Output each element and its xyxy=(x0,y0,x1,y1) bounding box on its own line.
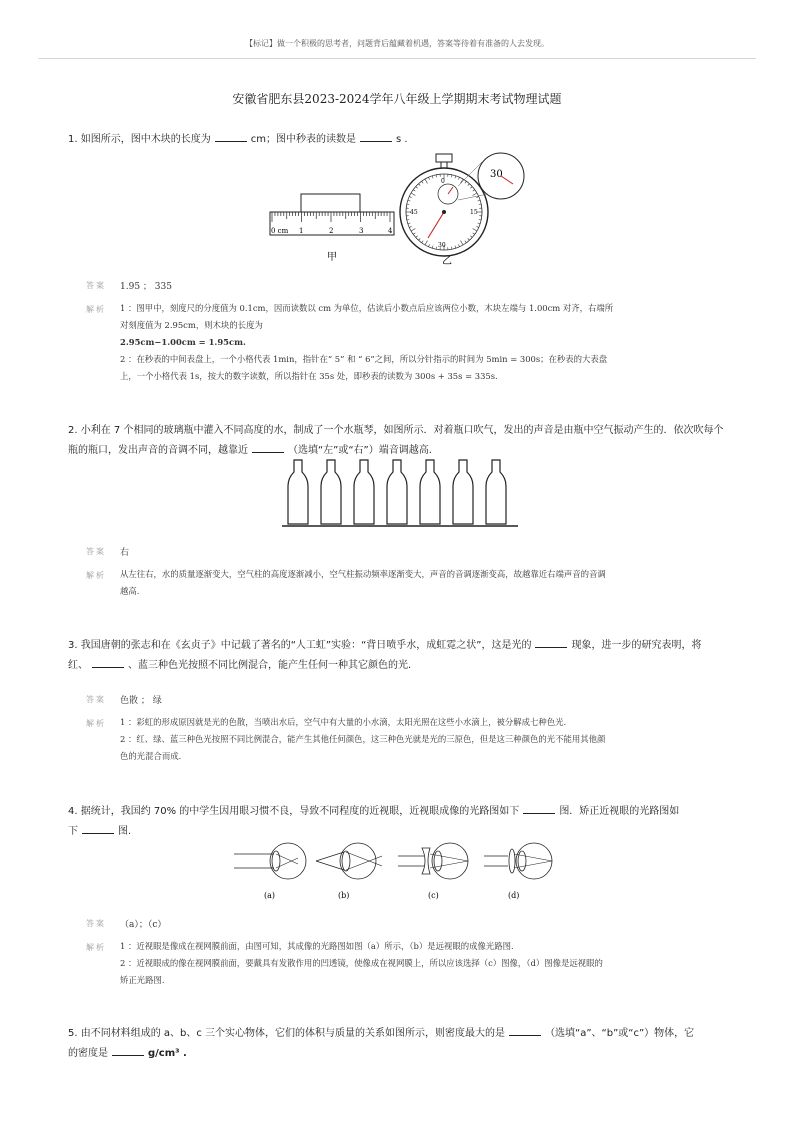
eye-label-a: (a) xyxy=(264,891,276,900)
ruler-tick-label-0: 0 cm xyxy=(271,227,289,235)
q3-text-part4: 、蓝三种色光按照不同比例混合，能产生任何一种其它颜色的光. xyxy=(128,660,412,671)
q4-text-part3: 下 xyxy=(68,826,78,837)
ruler-tick-label-2: 2 xyxy=(329,227,334,235)
eye-diagram-c xyxy=(398,843,468,900)
q3-text-part3: 红、 xyxy=(68,660,88,671)
watch-number-45: 45 xyxy=(410,209,418,216)
q1-stopwatch-figure xyxy=(398,150,528,268)
q4-line-1 xyxy=(68,802,733,822)
q5-text-part1: 5. 由不同材料组成的 a、b、c 三个实心物体，它们的体积与质量的关系如图所示，则密度最大的是 xyxy=(68,1028,506,1039)
q1-answer-tag: 答案 xyxy=(86,281,106,290)
q1-exp-line-5: 上，一个小格代表 1s，按大的数字读数，所以指针在 35s 处，即秒表的读数为 300s + 35s = 335s. xyxy=(120,371,498,381)
q1-blank-length xyxy=(215,130,247,142)
stopwatch-figure-label: 乙 xyxy=(442,256,452,267)
header-note: 【标记】做一个积极的思考者，问题背后蕴藏着机遇，答案等待着有准备的人去发现。 xyxy=(245,39,549,48)
eye-diagram-b xyxy=(316,843,382,900)
q2-answer: 右 xyxy=(120,548,130,558)
ruler-tick-label-1: 1 xyxy=(299,227,304,235)
q1-answer: 1.95 ； 335 xyxy=(120,282,172,292)
q3-line-2 xyxy=(68,656,733,676)
q3-answer: 色散 ； 绿 xyxy=(120,696,162,706)
bottle xyxy=(420,460,440,524)
q3-blank-1 xyxy=(535,636,567,648)
watch-center xyxy=(442,210,446,214)
q4-text-part4: 图. xyxy=(118,826,132,837)
header-divider xyxy=(38,58,756,59)
q1-explanation-tag: 解析 xyxy=(86,305,106,314)
q4-exp-line-1: 1 ：近视眼是像成在视网膜前面，由图可知，其成像的光路图如图（a）所示，（b）是远视眼的成像光路图. xyxy=(120,941,514,951)
q4-blank-1 xyxy=(523,802,555,814)
q1-exp-line-4: 2 ：在秒表的中间表盘上，一个小格代表 1min，指针在“ 5” 和 “ 6”之间，所以分针指示的时间为 5min = 300s；在秒表的大表盘 xyxy=(120,354,608,364)
question-1 xyxy=(68,130,733,150)
q3-text-part1: 3. 我国唐朝的张志和在《玄贞子》中记载了著名的“人工虹”实验：“背日喷乎水，成虹霓之状”，这是光的 xyxy=(68,640,532,651)
q5-text-part3: 的密度是 xyxy=(68,1048,108,1059)
question-4 xyxy=(68,802,733,842)
eye-label-c: (c) xyxy=(428,891,439,900)
q2-explanation-tag: 解析 xyxy=(86,571,106,580)
q5-line-1 xyxy=(68,1024,733,1044)
q5-text-part4: g/cm³ . xyxy=(148,1048,187,1059)
q2-line-1: 2. 小利在 7 个相同的玻璃瓶中灌入不同高度的水，制成了一个水瓶琴，如图所示．对着瓶口吹气，发出的声音是由瓶中空气振动产生的．依次吹每个 xyxy=(68,425,724,436)
bottle-row xyxy=(288,460,506,524)
watch-stem xyxy=(441,162,447,168)
ruler-tick-label-4: 4 xyxy=(388,227,393,235)
watch-number-15: 15 xyxy=(470,209,478,216)
q2-answer-tag: 答案 xyxy=(86,547,106,556)
eye-diagram-a xyxy=(234,843,306,900)
q2-exp-line-2: 越高. xyxy=(120,586,140,596)
q3-exp-line-3: 色的光混合而成. xyxy=(120,751,182,761)
q4-exp-line-2: 2 ：近视眼成的像在视网膜前面，要戴具有发散作用的凹透镜，使像成在视网膜上，所以应该选择（c）图像，（d）图像是远视眼的 xyxy=(120,958,603,968)
q5-blank-2 xyxy=(112,1044,144,1056)
q1-exp-line-2: 对刻度值为 2.95cm，则木块的长度为 xyxy=(120,320,263,330)
wood-block xyxy=(301,194,360,212)
watch-number-30: 30 xyxy=(438,242,446,249)
eye-diagram-d xyxy=(484,843,552,900)
q2-blank xyxy=(252,441,284,453)
q1-exp-line-3: 2.95cm−1.00cm = 1.95cm. xyxy=(120,337,246,347)
bottle xyxy=(387,460,407,524)
q4-blank-2 xyxy=(82,822,114,834)
bottle xyxy=(486,460,506,524)
bottle xyxy=(288,460,308,524)
bottle xyxy=(453,460,473,524)
document-title: 安徽省肥东县2023-2024学年八年级上学期期末考试物理试题 xyxy=(232,92,562,106)
question-2 xyxy=(68,421,733,461)
q2-text-part2: （选填“左”或“右”）端音调越高. xyxy=(288,445,432,456)
magnified-30: 30 xyxy=(490,169,503,180)
q4-eye-diagrams xyxy=(232,840,572,902)
q4-text-part1: 4. 据统计，我国约 70% 的中学生因用眼习惯不良，导致不同程度的近视眼，近视眼成像的光路图如下 xyxy=(68,806,520,817)
q1-exp-line-1: 1 ：图甲中，刻度尺的分度值为 0.1cm，因而读数以 cm 为单位，估读后小数点后应该两位小数，木块左端与 1.00cm 对齐，右端所 xyxy=(120,303,614,313)
q3-explanation xyxy=(120,714,720,765)
q1-blank-watch xyxy=(360,130,392,142)
q3-explanation-tag: 解析 xyxy=(86,719,106,728)
q4-line-2 xyxy=(68,822,733,842)
q2-exp-line-1: 从左往右，水的质量逐渐变大，空气柱的高度逐渐减小，空气柱振动频率逐渐变大，声音的音调逐渐变高，故越靠近右端声音的音调 xyxy=(120,569,606,579)
q2-bottles-figure xyxy=(280,458,520,530)
bottle xyxy=(354,460,374,524)
question-5 xyxy=(68,1024,733,1064)
q1-text-part2: cm；图中秒表的读数是 xyxy=(250,134,356,145)
q1-text-part3: s . xyxy=(395,134,408,145)
q3-blank-2 xyxy=(92,656,124,668)
q3-line-1 xyxy=(68,636,733,656)
q4-explanation xyxy=(120,938,720,989)
q3-answer-tag: 答案 xyxy=(86,695,106,704)
ruler-figure-label: 甲 xyxy=(327,252,337,263)
q1-text-part1: 1. 如图所示，图中木块的长度为 xyxy=(68,134,211,145)
q2-text-part1: 瓶的瓶口，发出声音的音调不同，越靠近 xyxy=(68,445,248,456)
q2-explanation xyxy=(120,566,720,600)
q3-exp-line-2: 2 ：红、绿、蓝三种色光按照不同比例混合，能产生其他任何颜色，这三种色光就是光的三原色，但是这三种颜色的光不能用其他颜 xyxy=(120,734,606,744)
q3-exp-line-1: 1 ：彩虹的形成原因就是光的色散，当喷出水后，空气中有大量的小水滴，太阳光照在这些小水滴上，被分解成七种色光. xyxy=(120,717,567,727)
q5-text-part2: （选填“a”、“b”或“c”）物体，它 xyxy=(545,1028,695,1039)
q1-explanation xyxy=(120,300,720,385)
q4-answer: （a）；（c） xyxy=(120,920,167,930)
question-3 xyxy=(68,636,733,676)
q4-explanation-tag: 解析 xyxy=(86,943,106,952)
eye-label-b: (b) xyxy=(338,891,350,900)
q4-answer-tag: 答案 xyxy=(86,919,106,928)
eye-label-d: (d) xyxy=(508,891,520,900)
q5-blank-1 xyxy=(509,1024,541,1036)
watch-crown xyxy=(436,154,452,162)
bottle xyxy=(321,460,341,524)
q5-line-2 xyxy=(68,1044,733,1064)
ruler-tick-label-3: 3 xyxy=(359,227,364,235)
watch-number-0: 0 xyxy=(441,178,445,185)
q4-text-part2: 图．矫正近视眼的光路图如 xyxy=(559,806,680,817)
q4-exp-line-3: 矫正光路图. xyxy=(120,975,165,985)
q1-ruler-figure xyxy=(262,188,402,268)
q3-text-part2: 现象，进一步的研究表明，将 xyxy=(571,640,702,651)
